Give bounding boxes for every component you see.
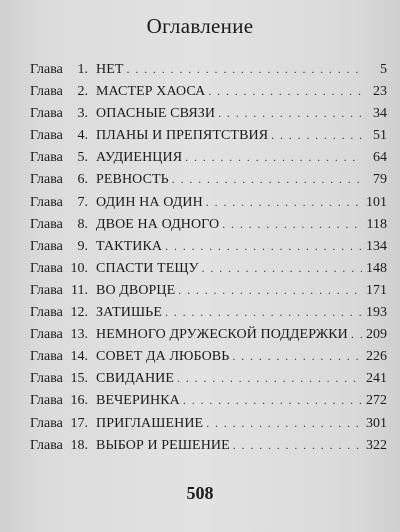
dot-leader — [183, 393, 362, 408]
dot-leader — [177, 371, 362, 386]
chapter-title: ВЫБОР И РЕШЕНИЕ — [96, 437, 230, 453]
dot-leader — [206, 416, 362, 431]
chapter-word: Глава — [30, 238, 63, 254]
chapter-title: ЗАТИШЬЕ — [96, 305, 162, 321]
chapter-number: 12. — [70, 305, 88, 321]
chapter-number: 18. — [70, 437, 88, 453]
chapter-page-number: 193 — [366, 305, 387, 321]
dot-leader — [351, 327, 362, 342]
dot-leader — [165, 305, 362, 320]
chapter-title: СПАСТИ ТЕЩУ — [96, 260, 199, 276]
toc-entry — [30, 217, 387, 239]
toc-entry — [30, 172, 387, 194]
chapter-title: НЕТ — [96, 62, 124, 77]
chapter-number: 2. — [77, 84, 88, 100]
chapter-word: Глава — [30, 393, 63, 409]
toc-entry — [30, 128, 387, 150]
chapter-number: 11. — [71, 282, 88, 298]
dot-leader — [232, 349, 362, 364]
chapter-page-number: 134 — [366, 238, 387, 254]
toc-entry — [30, 327, 387, 349]
chapter-word: Глава — [30, 172, 63, 188]
toc-entry — [30, 283, 387, 305]
chapter-title: МАСТЕР ХАОСА — [96, 84, 206, 100]
page-number: 508 — [186, 483, 214, 503]
chapter-title: НЕМНОГО ДРУЖЕСКОЙ ПОДДЕРЖКИ — [96, 327, 348, 343]
chapter-title: ВО ДВОРЦЕ — [96, 282, 176, 298]
chapter-page-number: 101 — [366, 194, 387, 210]
chapter-word: Глава — [30, 106, 63, 122]
chapter-word: Глава — [30, 371, 63, 387]
chapter-number: 1. — [77, 62, 88, 77]
chapter-word: Глава — [30, 84, 63, 100]
chapter-page-number: 322 — [366, 437, 387, 453]
chapter-page-number: 5 — [380, 62, 387, 77]
chapter-word: Глава — [30, 349, 63, 365]
chapter-number: 4. — [77, 128, 88, 144]
chapter-word: Глава — [30, 128, 63, 144]
chapter-word: Глава — [30, 260, 63, 276]
toc-entry — [30, 349, 387, 371]
chapter-title: ВЕЧЕРИНКА — [96, 393, 180, 409]
chapter-number: 15. — [70, 371, 88, 387]
chapter-page-number: 148 — [366, 260, 387, 276]
chapter-word: Глава — [30, 305, 63, 321]
chapter-word: Глава — [30, 437, 63, 453]
dot-leader — [202, 261, 362, 276]
toc-entry — [30, 239, 387, 261]
chapter-page-number: 79 — [373, 172, 387, 188]
toc-entry — [30, 261, 387, 283]
chapter-title: ПЛАНЫ И ПРЕПЯТСТВИЯ — [96, 128, 269, 144]
chapter-page-number: 226 — [366, 349, 387, 365]
chapter-page-number: 64 — [373, 150, 387, 166]
toc-entry — [30, 106, 387, 128]
toc-entry — [30, 393, 387, 415]
chapter-number: 16. — [70, 393, 88, 409]
dot-leader — [178, 283, 362, 298]
chapter-title: СВИДАНИЕ — [96, 371, 175, 387]
chapter-number: 9. — [77, 238, 88, 254]
chapter-page-number: 209 — [366, 327, 387, 343]
chapter-number: 17. — [70, 415, 88, 431]
toc-entry — [30, 84, 387, 106]
chapter-number: 6. — [77, 172, 88, 188]
dot-leader — [206, 195, 362, 210]
dot-leader — [208, 84, 362, 99]
chapter-page-number: 301 — [366, 415, 387, 431]
page-title: Оглавление — [146, 14, 254, 38]
chapter-title: ОПАСНЫЕ СВЯЗИ — [96, 106, 216, 122]
toc-entry — [30, 305, 387, 327]
toc-entry — [30, 371, 387, 393]
dot-leader — [185, 150, 362, 165]
chapter-page-number: 118 — [366, 216, 387, 232]
toc-entry — [30, 438, 387, 460]
chapter-word: Глава — [30, 62, 63, 77]
chapter-number: 10. — [70, 260, 88, 276]
chapter-word: Глава — [30, 150, 63, 166]
chapter-number: 5. — [77, 150, 88, 166]
chapter-page-number: 171 — [366, 282, 387, 298]
toc-entry — [30, 416, 387, 438]
chapter-page-number: 51 — [373, 128, 387, 144]
chapter-word: Глава — [30, 415, 63, 431]
dot-leader — [218, 106, 362, 121]
chapter-title: ДВОЕ НА ОДНОГО — [96, 216, 220, 232]
chapter-page-number: 23 — [373, 84, 387, 100]
chapter-page-number: 272 — [366, 393, 387, 409]
chapter-page-number: 34 — [373, 106, 387, 122]
toc-entry — [30, 150, 387, 172]
chapter-title: ТАКТИКА — [96, 238, 163, 254]
chapter-title: РЕВНОСТЬ — [96, 172, 169, 188]
toc-entry — [30, 62, 387, 84]
chapter-word: Глава — [30, 282, 63, 298]
toc-entry — [30, 195, 387, 217]
chapter-title: ПРИГЛАШЕНИЕ — [96, 415, 204, 431]
dot-leader — [271, 128, 362, 143]
chapter-number: 13. — [70, 327, 88, 343]
dot-leader — [222, 217, 362, 232]
dot-leader — [165, 239, 362, 254]
chapter-title: АУДИЕНЦИЯ — [96, 150, 183, 166]
dot-leader — [172, 172, 362, 187]
chapter-page-number: 241 — [366, 371, 387, 387]
chapter-number: 8. — [77, 216, 88, 232]
chapter-word: Глава — [30, 194, 63, 210]
dot-leader — [233, 438, 362, 453]
dot-leader — [127, 62, 362, 77]
chapter-number: 7. — [77, 194, 88, 210]
chapter-number: 3. — [77, 106, 88, 122]
table-of-contents — [30, 62, 387, 460]
chapter-word: Глава — [30, 327, 63, 343]
chapter-title: ОДИН НА ОДИН — [96, 194, 203, 210]
chapter-word: Глава — [30, 216, 63, 232]
chapter-number: 14. — [70, 349, 88, 365]
chapter-title: СОВЕТ ДА ЛЮБОВЬ — [96, 349, 230, 365]
